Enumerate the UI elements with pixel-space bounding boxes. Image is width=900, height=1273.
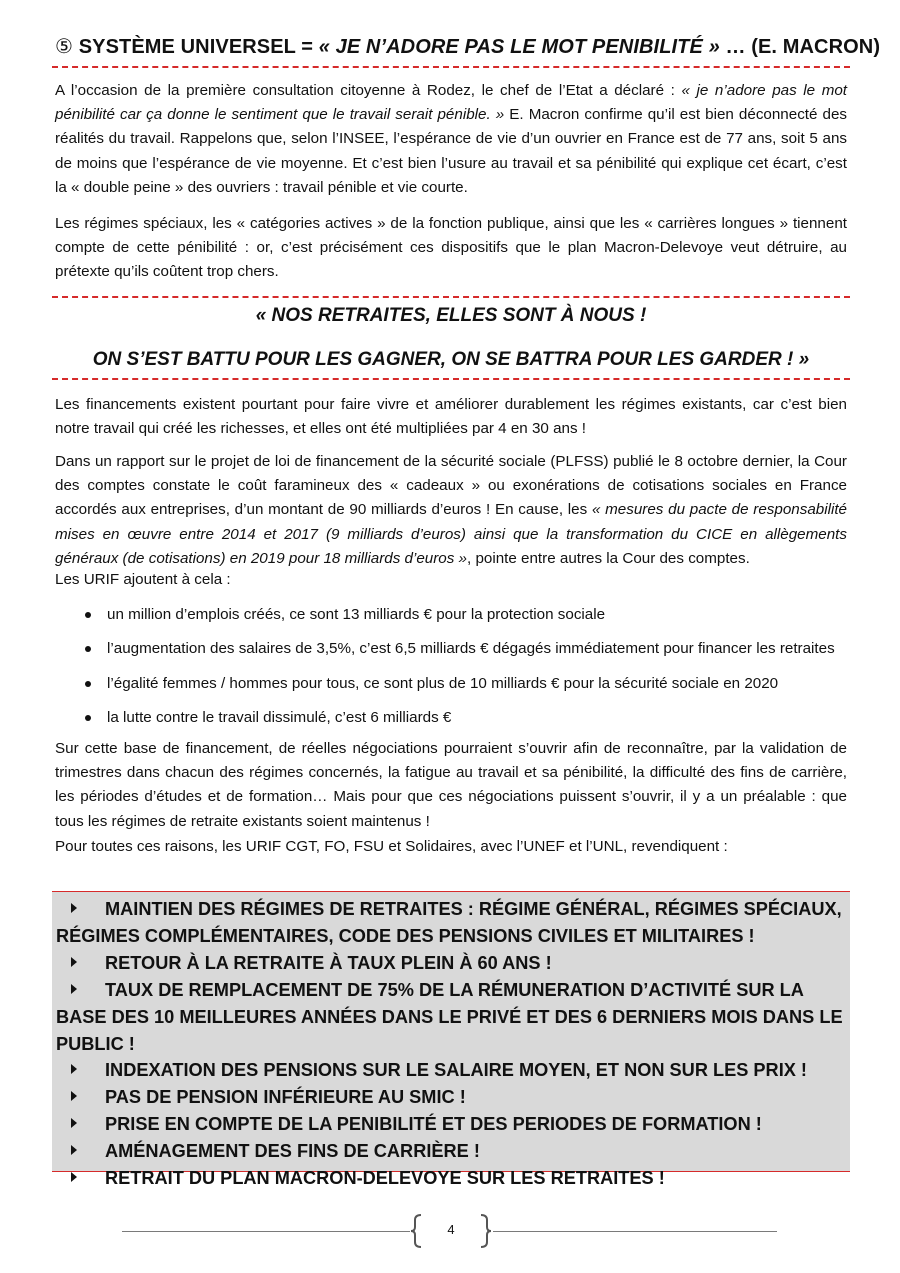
paragraph-urif: Les URIF ajoutent à cela : [55, 571, 231, 588]
demand-text: AMÉNAGEMENT DES FINS DE CARRIÈRE ! [105, 1141, 480, 1162]
demand-text: RETOUR À LA RETRAITE À TAUX PLEIN À 60 ANS ! [105, 952, 552, 973]
paragraph-text: Dans un rapport sur le projet de loi de financement de la sécurité sociale (PLFSS) publié le 8 octobre dernier, la Cour des comptes constate le coût faramineux des « cadeaux » ou exonérations de cotisations sociales en France accordés aux entreprises, d’un montant de 90 milliards d’euros ! En cause, les [55, 453, 847, 519]
list-item [55, 603, 847, 637]
list-item-text: l’égalité femmes / hommes pour tous, ce sont plus de 10 milliards € pour la sécurité sociale en 2020 [107, 674, 779, 692]
arrow-right-icon [71, 957, 77, 967]
demand-item [56, 896, 850, 950]
section-title-main: SYSTÈME UNIVERSEL = [78, 36, 319, 58]
demand-item [56, 977, 850, 1058]
arrow-right-icon [71, 1145, 77, 1155]
list-item [55, 706, 847, 740]
demand-text: TAUX DE REMPLACEMENT DE 75% DE LA RÉMUNERATION D’ACTIVITÉ SUR LA BASE DES 10 MEILLEURES ANNÉES DANS LE PRIVÉ ET DES 6 DERNIERS MOIS DANS LE PUBLIC ! [56, 979, 843, 1054]
dashed-divider [52, 378, 850, 380]
demand-text: INDEXATION DES PENSIONS SUR LE SALAIRE MOYEN, ET NON SUR LES PRIX ! [105, 1060, 807, 1081]
demand-text: PRISE EN COMPTE DE LA PENIBILITÉ ET DES PERIODES DE FORMATION ! [105, 1114, 762, 1135]
paragraph-financements: Les financements existent pourtant pour faire vivre et améliorer durablement les régimes existants, car c’est bien notre travail qui créé les richesses, et elles ont été multipliées par 4 en 30 ans ! [55, 396, 847, 438]
left-brace-icon [410, 1214, 424, 1248]
bullet-dot-icon [85, 715, 91, 721]
paragraph-revendiquent: Pour toutes ces raisons, les URIF CGT, FO, FSU et Solidaires, avec l’UNEF et l’UNL, revendiquent : [55, 838, 728, 855]
demand-item [56, 1138, 850, 1165]
arrow-right-icon [71, 1091, 77, 1101]
footer-rule-right [493, 1231, 777, 1232]
footer-rule-left [122, 1231, 410, 1232]
macron-quote: « je n’adore pas le mot pénibilité car ça donne le sentiment que le travail serait pénible. » [55, 82, 848, 124]
list-item [55, 672, 847, 706]
funding-list [55, 603, 847, 740]
paragraph-rodez [55, 79, 847, 200]
demand-text: MAINTIEN DES RÉGIMES DE RETRAITES : RÉGIME GÉNÉRAL, RÉGIMES SPÉCIAUX, RÉGIMES COMPLÉMENTAIRES, CODE DES PENSIONS CIVILES ET MILITAIRES ! [56, 899, 842, 946]
cour-quote: « mesures du pacte de responsabilité mises en œuvre entre 2014 et 2017 (9 milliards d’euros) ainsi que la transformation du CICE en allègements généraux (de cotisations) en 2019 pour 18 milliards d’euros » [55, 501, 847, 567]
section-title-tail: … (E. MACRON) [719, 36, 881, 58]
demand-item [56, 1057, 850, 1084]
paragraph-negociations: Sur cette base de financement, de réelles négociations pourraient s’ouvrir afin de reconnaître, par la validation de trimestres dans chacun des régimes concernés, la fatigue au travail et sa pénibilité, la difficulté des fins de carrière, les périodes d’études et de formation… Mais pour que ces négociations puissent s’ouvrir, il y a un préalable : que tous les régimes de retraite existants soient maintenus ! [55, 740, 847, 830]
section-title [55, 34, 881, 59]
section-title-quote: « JE N’ADORE PAS LE MOT PENIBILITÉ » [318, 36, 720, 58]
paragraph-cour-des-comptes [55, 450, 847, 571]
demands-box [52, 891, 850, 1189]
right-brace-icon [478, 1214, 492, 1248]
arrow-right-icon [71, 1118, 77, 1128]
section-number: ⑤ [55, 36, 74, 58]
list-item [55, 637, 847, 671]
bullet-dot-icon [85, 612, 91, 618]
paragraph-text: E. Macron confirme qu’il est bien déconnecté des réalités du travail. Rappelons que, selon l’INSEE, l’espérance de vie d’un ouvrier en France est de 77 ans, soit 5 ans de moins que l’espérance de vie moyenne. Et c’est bien l’usure au travail et sa pénibilité qui explique cet écart, c’est la « double peine » des ouvriers : travail pénible et vie courte. [55, 106, 848, 196]
demand-item [56, 1084, 850, 1111]
demand-item [56, 1165, 850, 1192]
arrow-right-icon [71, 984, 77, 994]
demands-list [56, 896, 850, 1192]
arrow-right-icon [71, 1172, 77, 1182]
arrow-right-icon [71, 1064, 77, 1074]
paragraph-regimes-speciaux: Les régimes spéciaux, les « catégories actives » de la fonction publique, ainsi que les « carrières longues » tiennent compte de cette pénibilité : or, c’est précisément ces dispositifs que le plan Macron-Delevoye veut détruire, au prétexte qu’ils coûtent trop chers. [55, 215, 847, 281]
list-item-text: la lutte contre le travail dissimulé, c’est 6 milliards € [107, 708, 452, 726]
page-number: 4 [447, 1222, 455, 1237]
demand-text: RETRAIT DU PLAN MACRON-DELEVOYE SUR LES RETRAITES ! [105, 1168, 665, 1189]
demand-item [56, 950, 850, 977]
list-item-text: l’augmentation des salaires de 3,5%, c’est 6,5 milliards € dégagés immédiatement pour financer les retraites [107, 640, 835, 658]
slogan-line-2: ON S’EST BATTU POUR LES GAGNER, ON SE BATTRA POUR LES GARDER ! » [92, 349, 810, 370]
demand-item [56, 1111, 850, 1138]
slogan-line-1: « NOS RETRAITES, ELLES SONT À NOUS ! [255, 305, 647, 326]
paragraph-text: , pointe entre autres la Cour des comptes. [467, 549, 750, 567]
list-item-text: un million d’emplois créés, ce sont 13 milliards € pour la protection sociale [107, 606, 606, 623]
bullet-dot-icon [85, 646, 91, 652]
dashed-divider [52, 296, 850, 298]
arrow-right-icon [71, 903, 77, 913]
paragraph-text: A l’occasion de la première consultation citoyenne à Rodez, le chef de l’Etat a déclaré : [55, 82, 682, 99]
dashed-divider [52, 66, 850, 68]
demand-text: PAS DE PENSION INFÉRIEURE AU SMIC ! [105, 1087, 466, 1108]
bullet-dot-icon [85, 681, 91, 687]
